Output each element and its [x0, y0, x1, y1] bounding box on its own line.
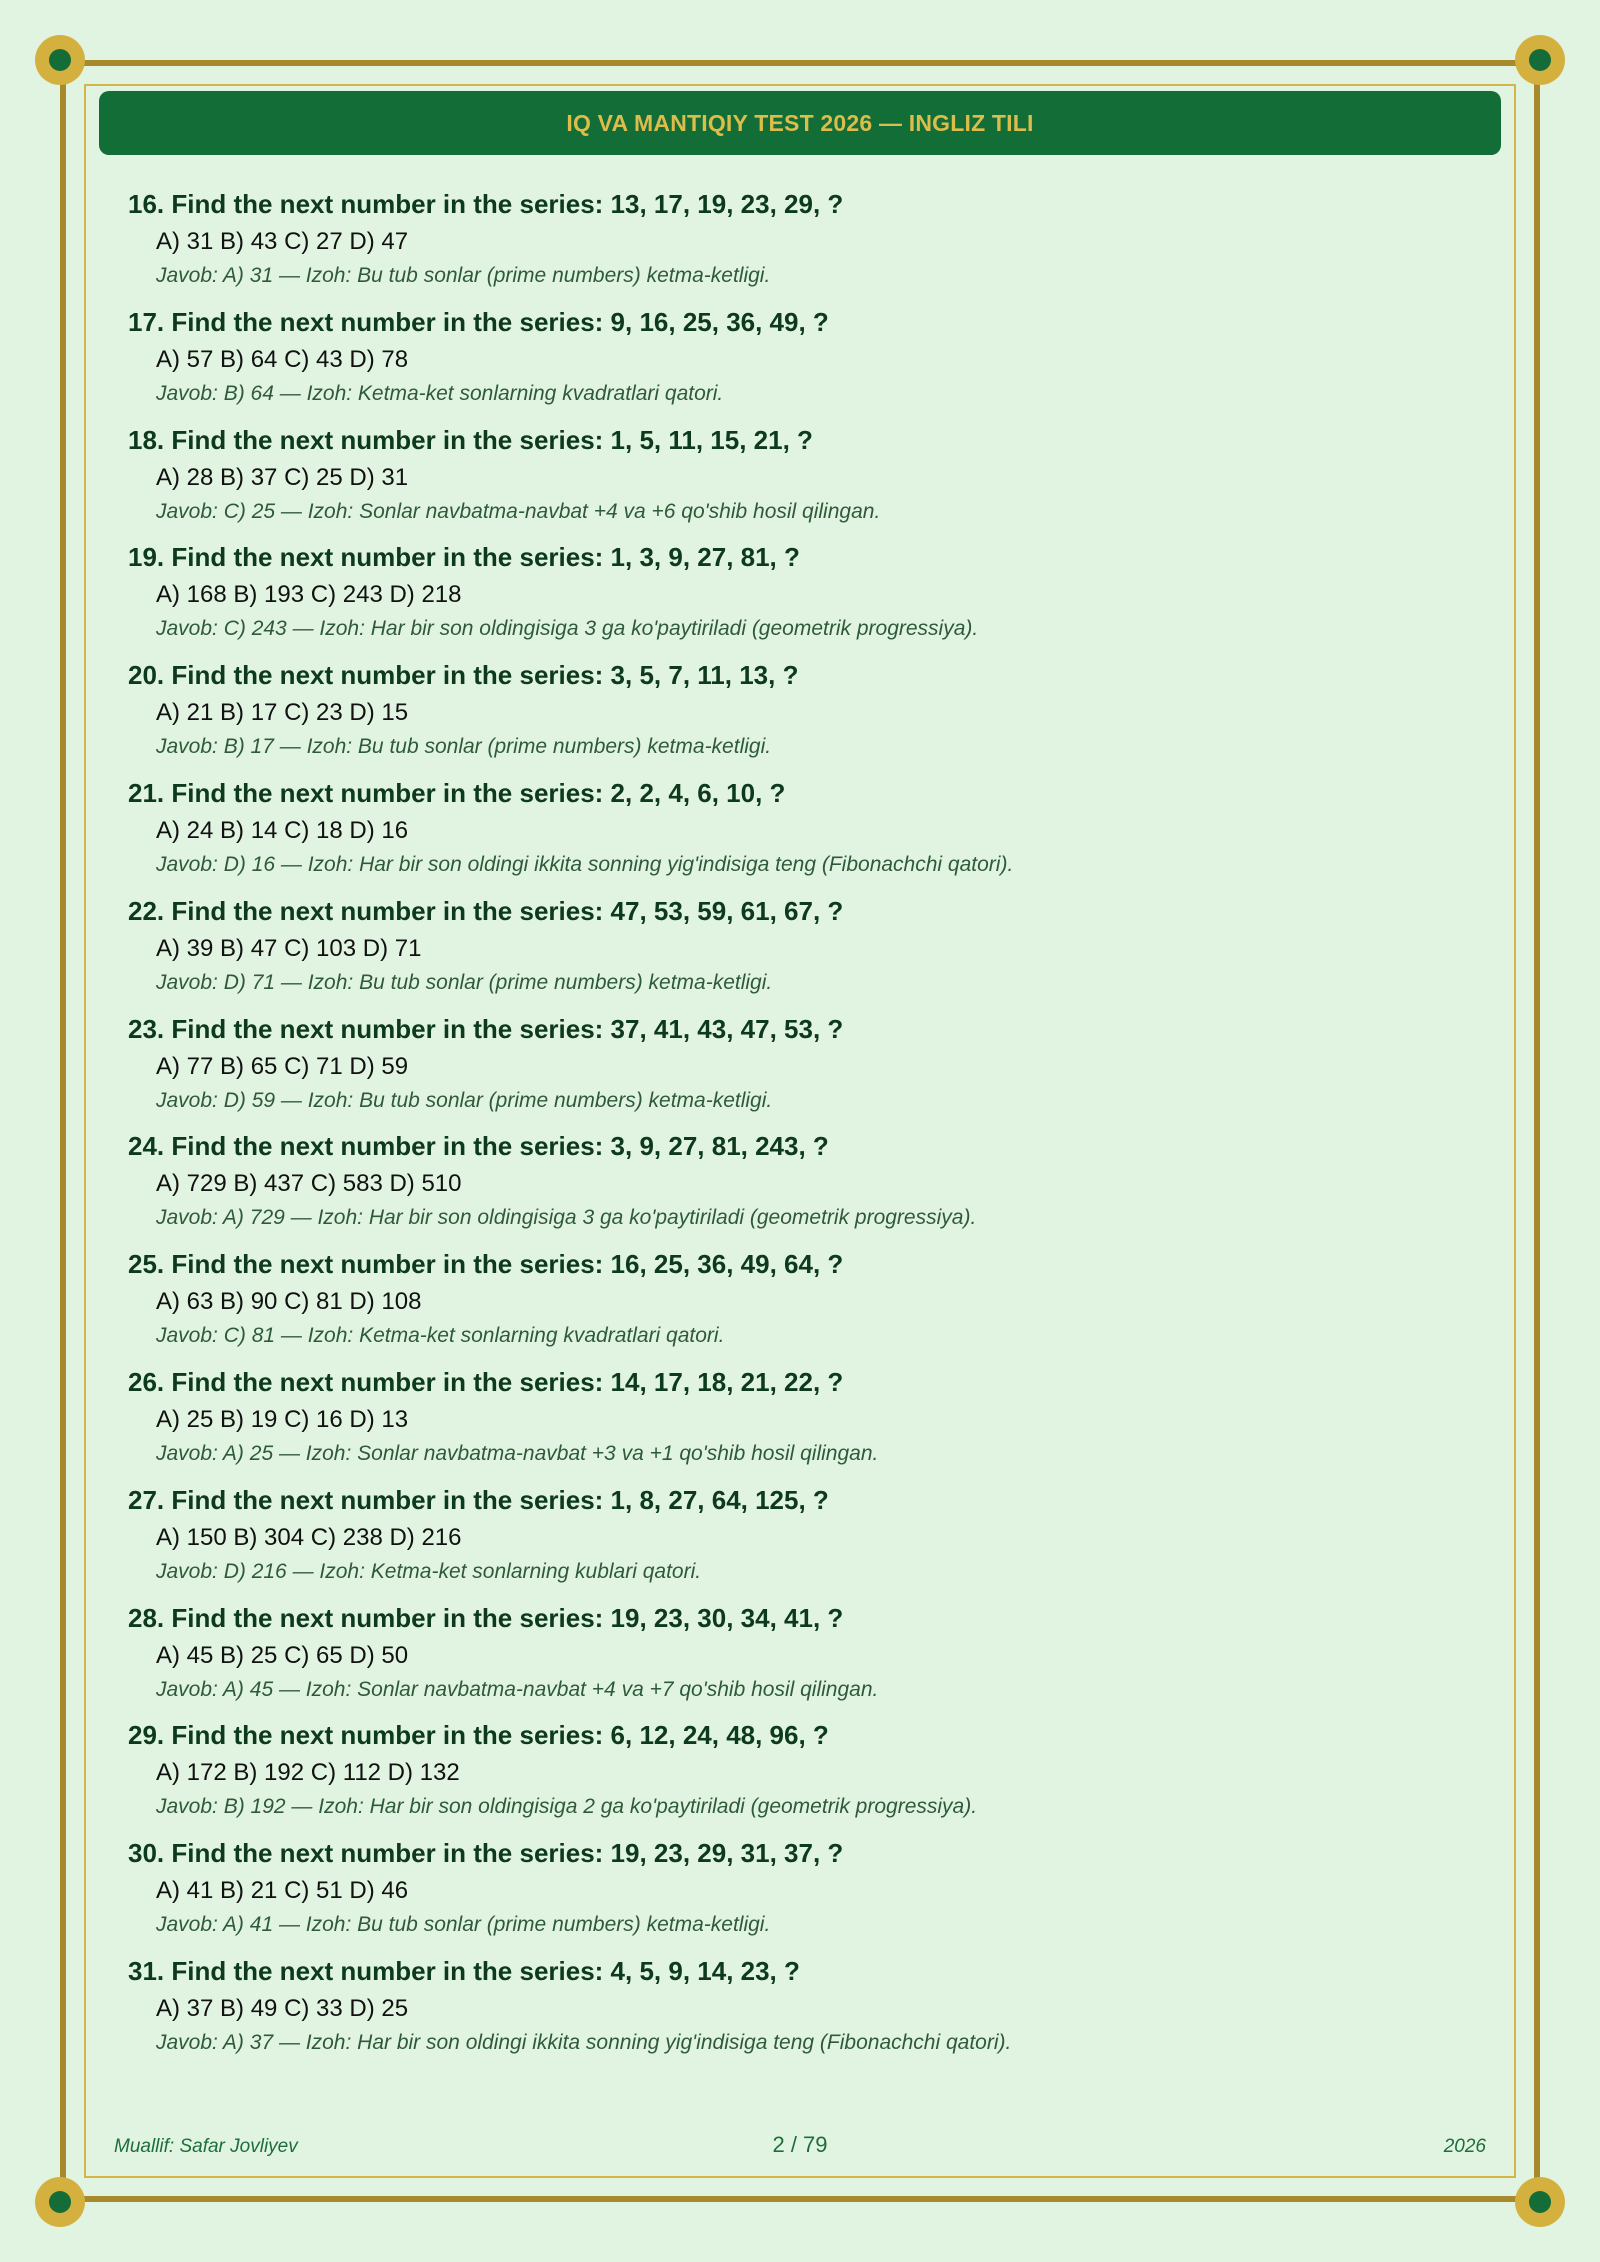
footer-year: 2026	[1443, 2136, 1486, 2157]
corner-ornament-icon	[35, 35, 85, 85]
footer-author: Muallif: Safar Jovliyev	[114, 2136, 298, 2157]
question-item	[128, 1717, 1488, 1835]
question-title: 26. Find the next number in the series: 14, 17, 18, 21, 22, ?	[128, 1366, 844, 1397]
question-options: A) 21 B) 17 C) 23 D) 15	[156, 699, 409, 727]
question-answer: Javob: A) 45 — Izoh: Sonlar navbatma-navbat +4 va +7 qo'shib hosil qilingan.	[156, 1677, 879, 1701]
question-item	[128, 1128, 1488, 1246]
question-options: A) 168 B) 193 C) 243 D) 218	[156, 581, 462, 609]
question-title: 18. Find the next number in the series: 1, 5, 11, 15, 21, ?	[128, 424, 813, 455]
question-item	[128, 1600, 1488, 1718]
question-title: 19. Find the next number in the series: 1, 3, 9, 27, 81, ?	[128, 542, 800, 573]
question-options: A) 77 B) 65 C) 71 D) 59	[156, 1052, 409, 1080]
question-options: A) 25 B) 19 C) 16 D) 13	[156, 1405, 409, 1433]
question-answer: Javob: D) 59 — Izoh: Bu tub sonlar (prime numbers) ketma-ketligi.	[156, 1088, 773, 1112]
question-options: A) 24 B) 14 C) 18 D) 16	[156, 816, 409, 844]
question-title: 30. Find the next number in the series: 19, 23, 29, 31, 37, ?	[128, 1838, 844, 1869]
question-title: 21. Find the next number in the series: 2, 2, 4, 6, 10, ?	[128, 777, 786, 808]
question-title: 29. Find the next number in the series: 6, 12, 24, 48, 96, ?	[128, 1720, 829, 1751]
question-title: 31. Find the next number in the series: 4, 5, 9, 14, 23, ?	[128, 1955, 800, 1986]
question-answer: Javob: A) 729 — Izoh: Har bir son oldingisiga 3 ga ko'paytiriladi (geometrik progressiya).	[156, 1206, 977, 1230]
question-options: A) 39 B) 47 C) 103 D) 71	[156, 934, 422, 962]
question-item	[128, 893, 1488, 1011]
question-options: A) 57 B) 64 C) 43 D) 78	[156, 345, 409, 373]
question-options: A) 45 B) 25 C) 65 D) 50	[156, 1641, 409, 1669]
question-options: A) 150 B) 304 C) 238 D) 216	[156, 1523, 462, 1551]
question-options: A) 729 B) 437 C) 583 D) 510	[156, 1170, 462, 1198]
question-answer: Javob: D) 71 — Izoh: Bu tub sonlar (prime numbers) ketma-ketligi.	[156, 970, 773, 994]
question-options: A) 31 B) 43 C) 27 D) 47	[156, 228, 409, 255]
question-options: A) 63 B) 90 C) 81 D) 108	[156, 1288, 422, 1316]
question-title: 22. Find the next number in the series: 47, 53, 59, 61, 67, ?	[128, 895, 844, 926]
question-item	[128, 304, 1488, 422]
question-item	[128, 1364, 1488, 1482]
question-answer: Javob: D) 16 — Izoh: Har bir son oldingi ikkita sonning yig'indisiga teng (Fibonachchi qatori).	[156, 852, 1014, 876]
question-answer: Javob: A) 25 — Izoh: Sonlar navbatma-navbat +3 va +1 qo'shib hosil qilingan.	[156, 1441, 879, 1465]
question-title: 28. Find the next number in the series: 19, 23, 30, 34, 41, ?	[128, 1602, 844, 1633]
page-title: IQ VA MANTIQIY TEST 2026 — INGLIZ TILI	[566, 109, 1034, 136]
header-banner	[99, 91, 1501, 155]
question-title: 17. Find the next number in the series: 9, 16, 25, 36, 49, ?	[128, 306, 829, 337]
question-options: A) 37 B) 49 C) 33 D) 25	[156, 1994, 409, 2022]
corner-ornament-icon	[1515, 2177, 1565, 2227]
question-answer: Javob: A) 37 — Izoh: Har bir son oldingi ikkita sonning yig'indisiga teng (Fibonachchi qatori).	[156, 2030, 1012, 2054]
question-answer: Javob: C) 81 — Izoh: Ketma-ket sonlarning kvadratlari qatori.	[156, 1324, 725, 1348]
question-options: A) 28 B) 37 C) 25 D) 31	[156, 463, 409, 491]
corner-ornament-icon	[1515, 35, 1565, 85]
question-item	[128, 775, 1488, 893]
question-answer: Javob: B) 17 — Izoh: Bu tub sonlar (prime numbers) ketma-ketligi.	[156, 735, 772, 759]
question-answer: Javob: D) 216 — Izoh: Ketma-ket sonlarning kublari qatori.	[156, 1559, 702, 1583]
question-item	[128, 1011, 1488, 1129]
question-answer: Javob: B) 64 — Izoh: Ketma-ket sonlarning kvadratlari qatori.	[156, 381, 724, 405]
question-answer: Javob: C) 25 — Izoh: Sonlar navbatma-navbat +4 va +6 qo'shib hosil qilingan.	[156, 499, 881, 523]
question-answer: Javob: A) 41 — Izoh: Bu tub sonlar (prime numbers) ketma-ketligi.	[156, 1913, 771, 1937]
question-options: A) 172 B) 192 C) 112 D) 132	[156, 1759, 460, 1787]
question-title: 23. Find the next number in the series: 37, 41, 43, 47, 53, ?	[128, 1013, 844, 1044]
question-answer: Javob: B) 192 — Izoh: Har bir son oldingisiga 2 ga ko'paytiriladi (geometrik progressiya).	[156, 1795, 978, 1819]
question-item	[128, 1482, 1488, 1600]
question-answer: Javob: C) 243 — Izoh: Har bir son oldingisiga 3 ga ko'paytiriladi (geometrik progressiya).	[156, 617, 979, 641]
question-answer: Javob: A) 31 — Izoh: Bu tub sonlar (prime numbers) ketma-ketligi.	[156, 264, 771, 287]
question-title: 16. Find the next number in the series: 13, 17, 19, 23, 29, ?	[128, 189, 844, 219]
question-item	[128, 186, 1488, 304]
question-item	[128, 1246, 1488, 1364]
question-item	[128, 422, 1488, 540]
question-item	[128, 539, 1488, 657]
question-title: 24. Find the next number in the series: 3, 9, 27, 81, 243, ?	[128, 1131, 829, 1162]
question-title: 20. Find the next number in the series: 3, 5, 7, 11, 13, ?	[128, 660, 799, 691]
page-number: 2 / 79	[772, 2132, 828, 2157]
corner-ornament-icon	[35, 2177, 85, 2227]
question-item	[128, 1953, 1488, 2071]
question-list	[128, 186, 1488, 2071]
question-item	[128, 1835, 1488, 1953]
question-item	[128, 657, 1488, 775]
question-options: A) 41 B) 21 C) 51 D) 46	[156, 1877, 409, 1905]
question-title: 27. Find the next number in the series: 1, 8, 27, 64, 125, ?	[128, 1484, 829, 1515]
question-title: 25. Find the next number in the series: 16, 25, 36, 49, 64, ?	[128, 1249, 844, 1280]
